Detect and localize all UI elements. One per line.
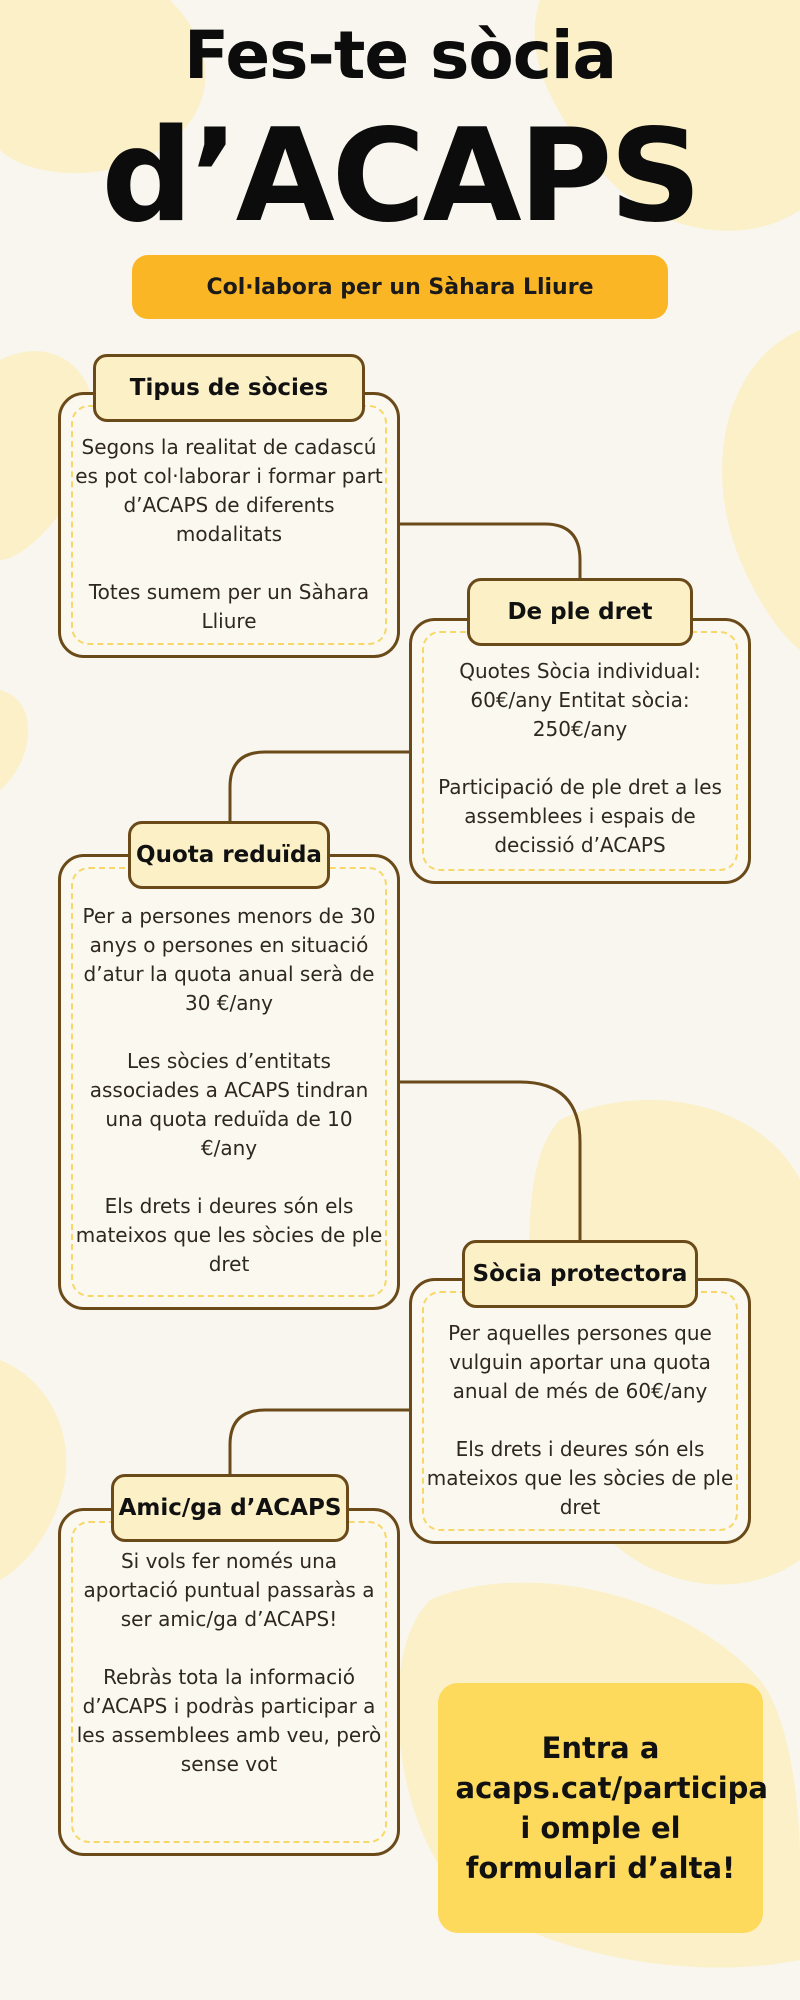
- title-line-1: Fes-te sòcia: [183, 17, 617, 94]
- subtitle-banner: Col·labora per un Sàhara Lliure: [132, 255, 668, 319]
- card-paragraph: Si vols fer només una aportació puntual passaràs a ser amic/ga d’ACAPS!: [83, 1549, 375, 1631]
- card-paragraph: Els drets i deures són els mateixos que les sòcies de ple dret: [75, 1194, 383, 1276]
- call-to-action: [438, 1683, 768, 1933]
- card-paragraph: Participació de ple dret a les assemblees i espais de decissió d’ACAPS: [438, 775, 722, 857]
- card-paragraph: Totes sumem per un Sàhara Lliure: [88, 580, 370, 633]
- card-text: [426, 1319, 734, 1522]
- card-text: [426, 657, 734, 860]
- card-paragraph: Els drets i deures són els mateixos que les sòcies de ple dret: [426, 1437, 734, 1519]
- card-socia-protectora: [409, 1278, 751, 1544]
- label-amic-acaps: Amic/ga d’ACAPS: [111, 1474, 349, 1542]
- connector-1: [398, 524, 580, 580]
- card-paragraph: Segons la realitat de cadascú es pot col·laborar i formar part d’ACAPS de diferents modalitats: [75, 435, 383, 546]
- connector-4: [230, 1410, 410, 1480]
- card-paragraph: Les sòcies d’entitats associades a ACAPS tindran una quota reduïda de 10 €/any: [89, 1049, 369, 1160]
- title-line-2: d’ACAPS: [101, 102, 699, 251]
- cta-text: Entra a acaps.cat/participa i omple el formulari d’alta!: [455, 1731, 768, 1885]
- label-tipus-socies: Tipus de sòcies: [93, 354, 365, 422]
- card-paragraph: Rebràs tota la informació d’ACAPS i podràs participar a les assemblees amb veu, però sense vot: [76, 1665, 382, 1776]
- label-socia-protectora: Sòcia protectora: [462, 1240, 698, 1308]
- card-text: [75, 902, 383, 1279]
- card-tipus-socies: [58, 392, 400, 658]
- card-paragraph: Quotes Sòcia individual: 60€/any Entitat sòcia: 250€/any: [459, 659, 701, 741]
- card-ple-dret: [409, 618, 751, 884]
- card-paragraph: Per a persones menors de 30 anys o persones en situació d’atur la quota anual serà de 30 €/any: [82, 904, 376, 1015]
- card-amic-acaps: [58, 1508, 400, 1856]
- connector-2: [230, 752, 410, 823]
- label-quota-reduida: Quota reduïda: [128, 821, 330, 889]
- card-paragraph: Per aquelles persones que vulguin aportar una quota anual de més de 60€/any: [448, 1321, 712, 1403]
- card-text: [75, 1547, 383, 1779]
- card-quota-reduida: [58, 854, 400, 1310]
- connector-3: [398, 1082, 580, 1243]
- card-text: [75, 433, 383, 636]
- label-ple-dret: De ple dret: [467, 578, 693, 646]
